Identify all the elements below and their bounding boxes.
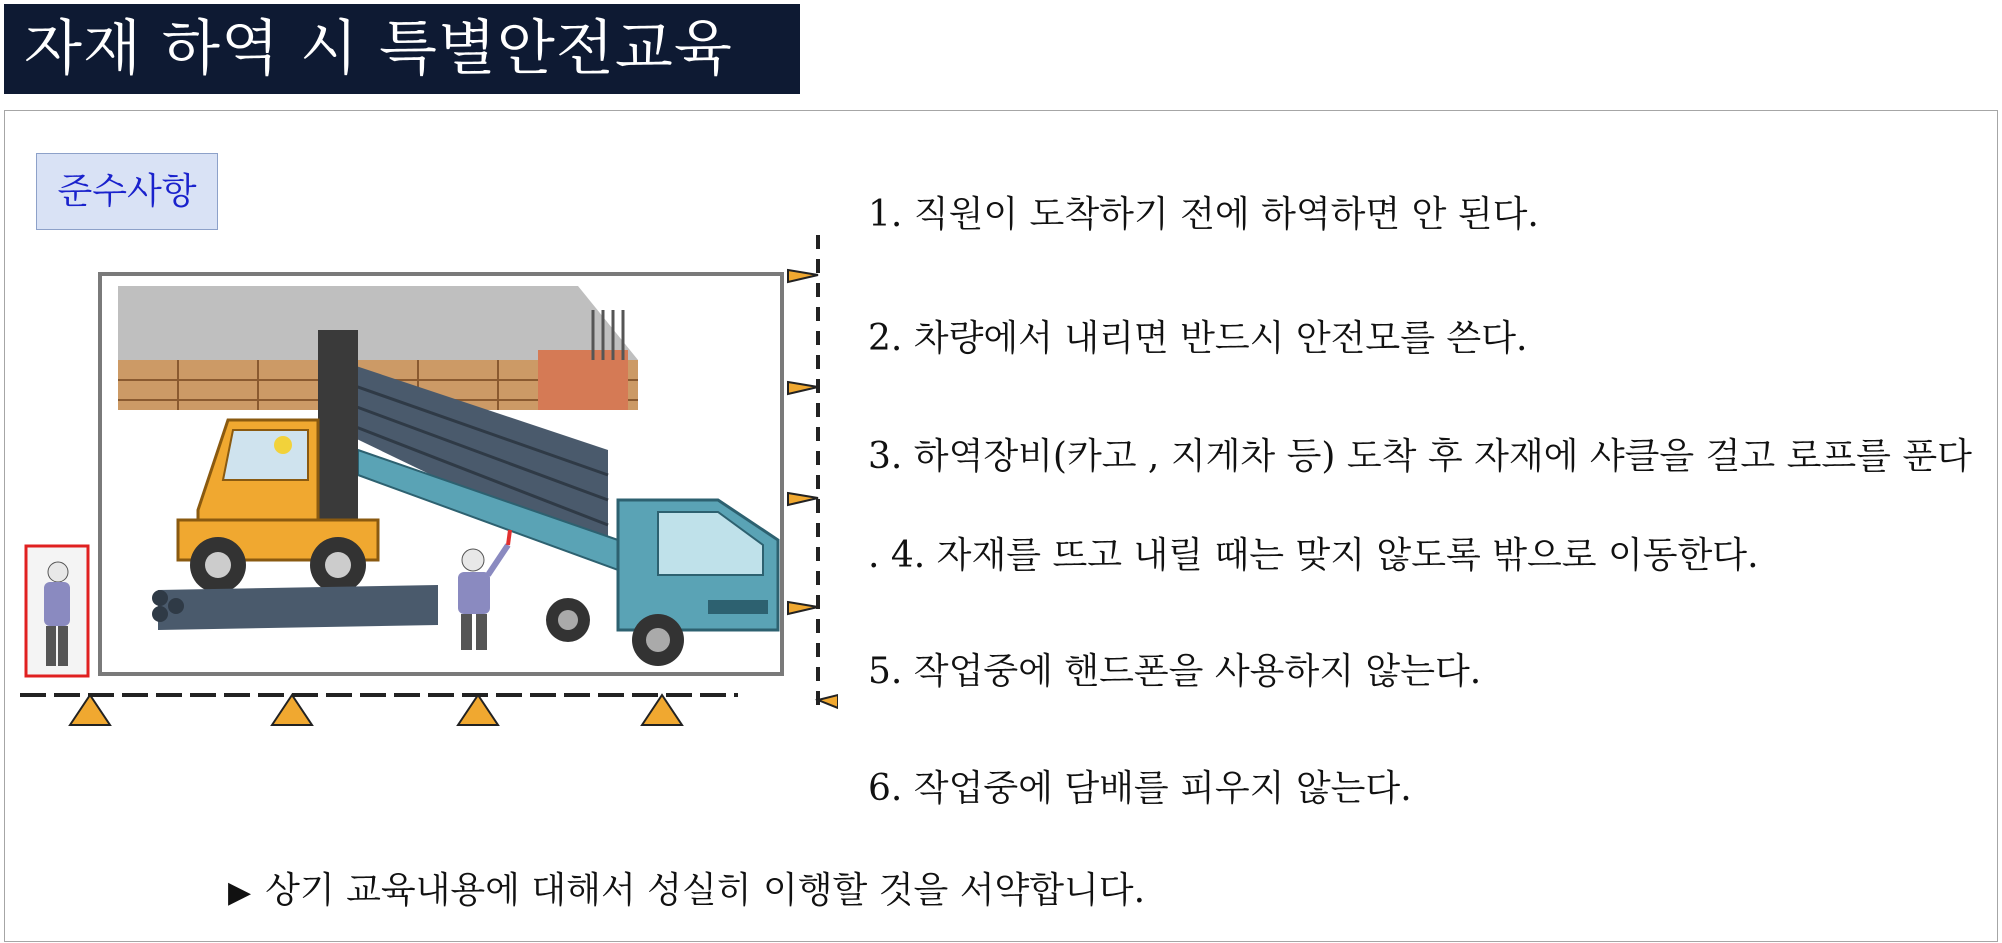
pledge-text: 상기 교육내용에 대해서 성실히 이행할 것을 서약합니다. [265, 870, 1146, 911]
traffic-cones [70, 695, 682, 725]
rule-item-3: 3. 하역장비(카고 , 지게차 등) 도착 후 자재에 샤클을 걸고 로프를 푼다 [868, 436, 1972, 477]
rule-item-2: 2. 차량에서 내리면 반드시 안전모를 쓴다. [868, 318, 1528, 359]
rule-item-1: 1. 직원이 도착하기 전에 하역하면 안 된다. [868, 194, 1539, 235]
rule-item-4: . 4. 자재를 뜨고 내릴 때는 맞지 않도록 밖으로 이동한다. [868, 535, 1759, 576]
section-badge: 준수사항 [36, 153, 218, 230]
triangle-bullet-icon: ▶ [228, 875, 252, 910]
pledge-statement [228, 862, 1145, 913]
page-title: 자재 하역 시 특별안전교육 [4, 4, 800, 94]
unloading-illustration [18, 230, 838, 730]
hazard-flags-right [788, 270, 838, 708]
rule-item-5: 5. 작업중에 핸드폰을 사용하지 않는다. [868, 651, 1482, 692]
rule-item-6: 6. 작업중에 담배를 피우지 않는다. [868, 768, 1412, 809]
